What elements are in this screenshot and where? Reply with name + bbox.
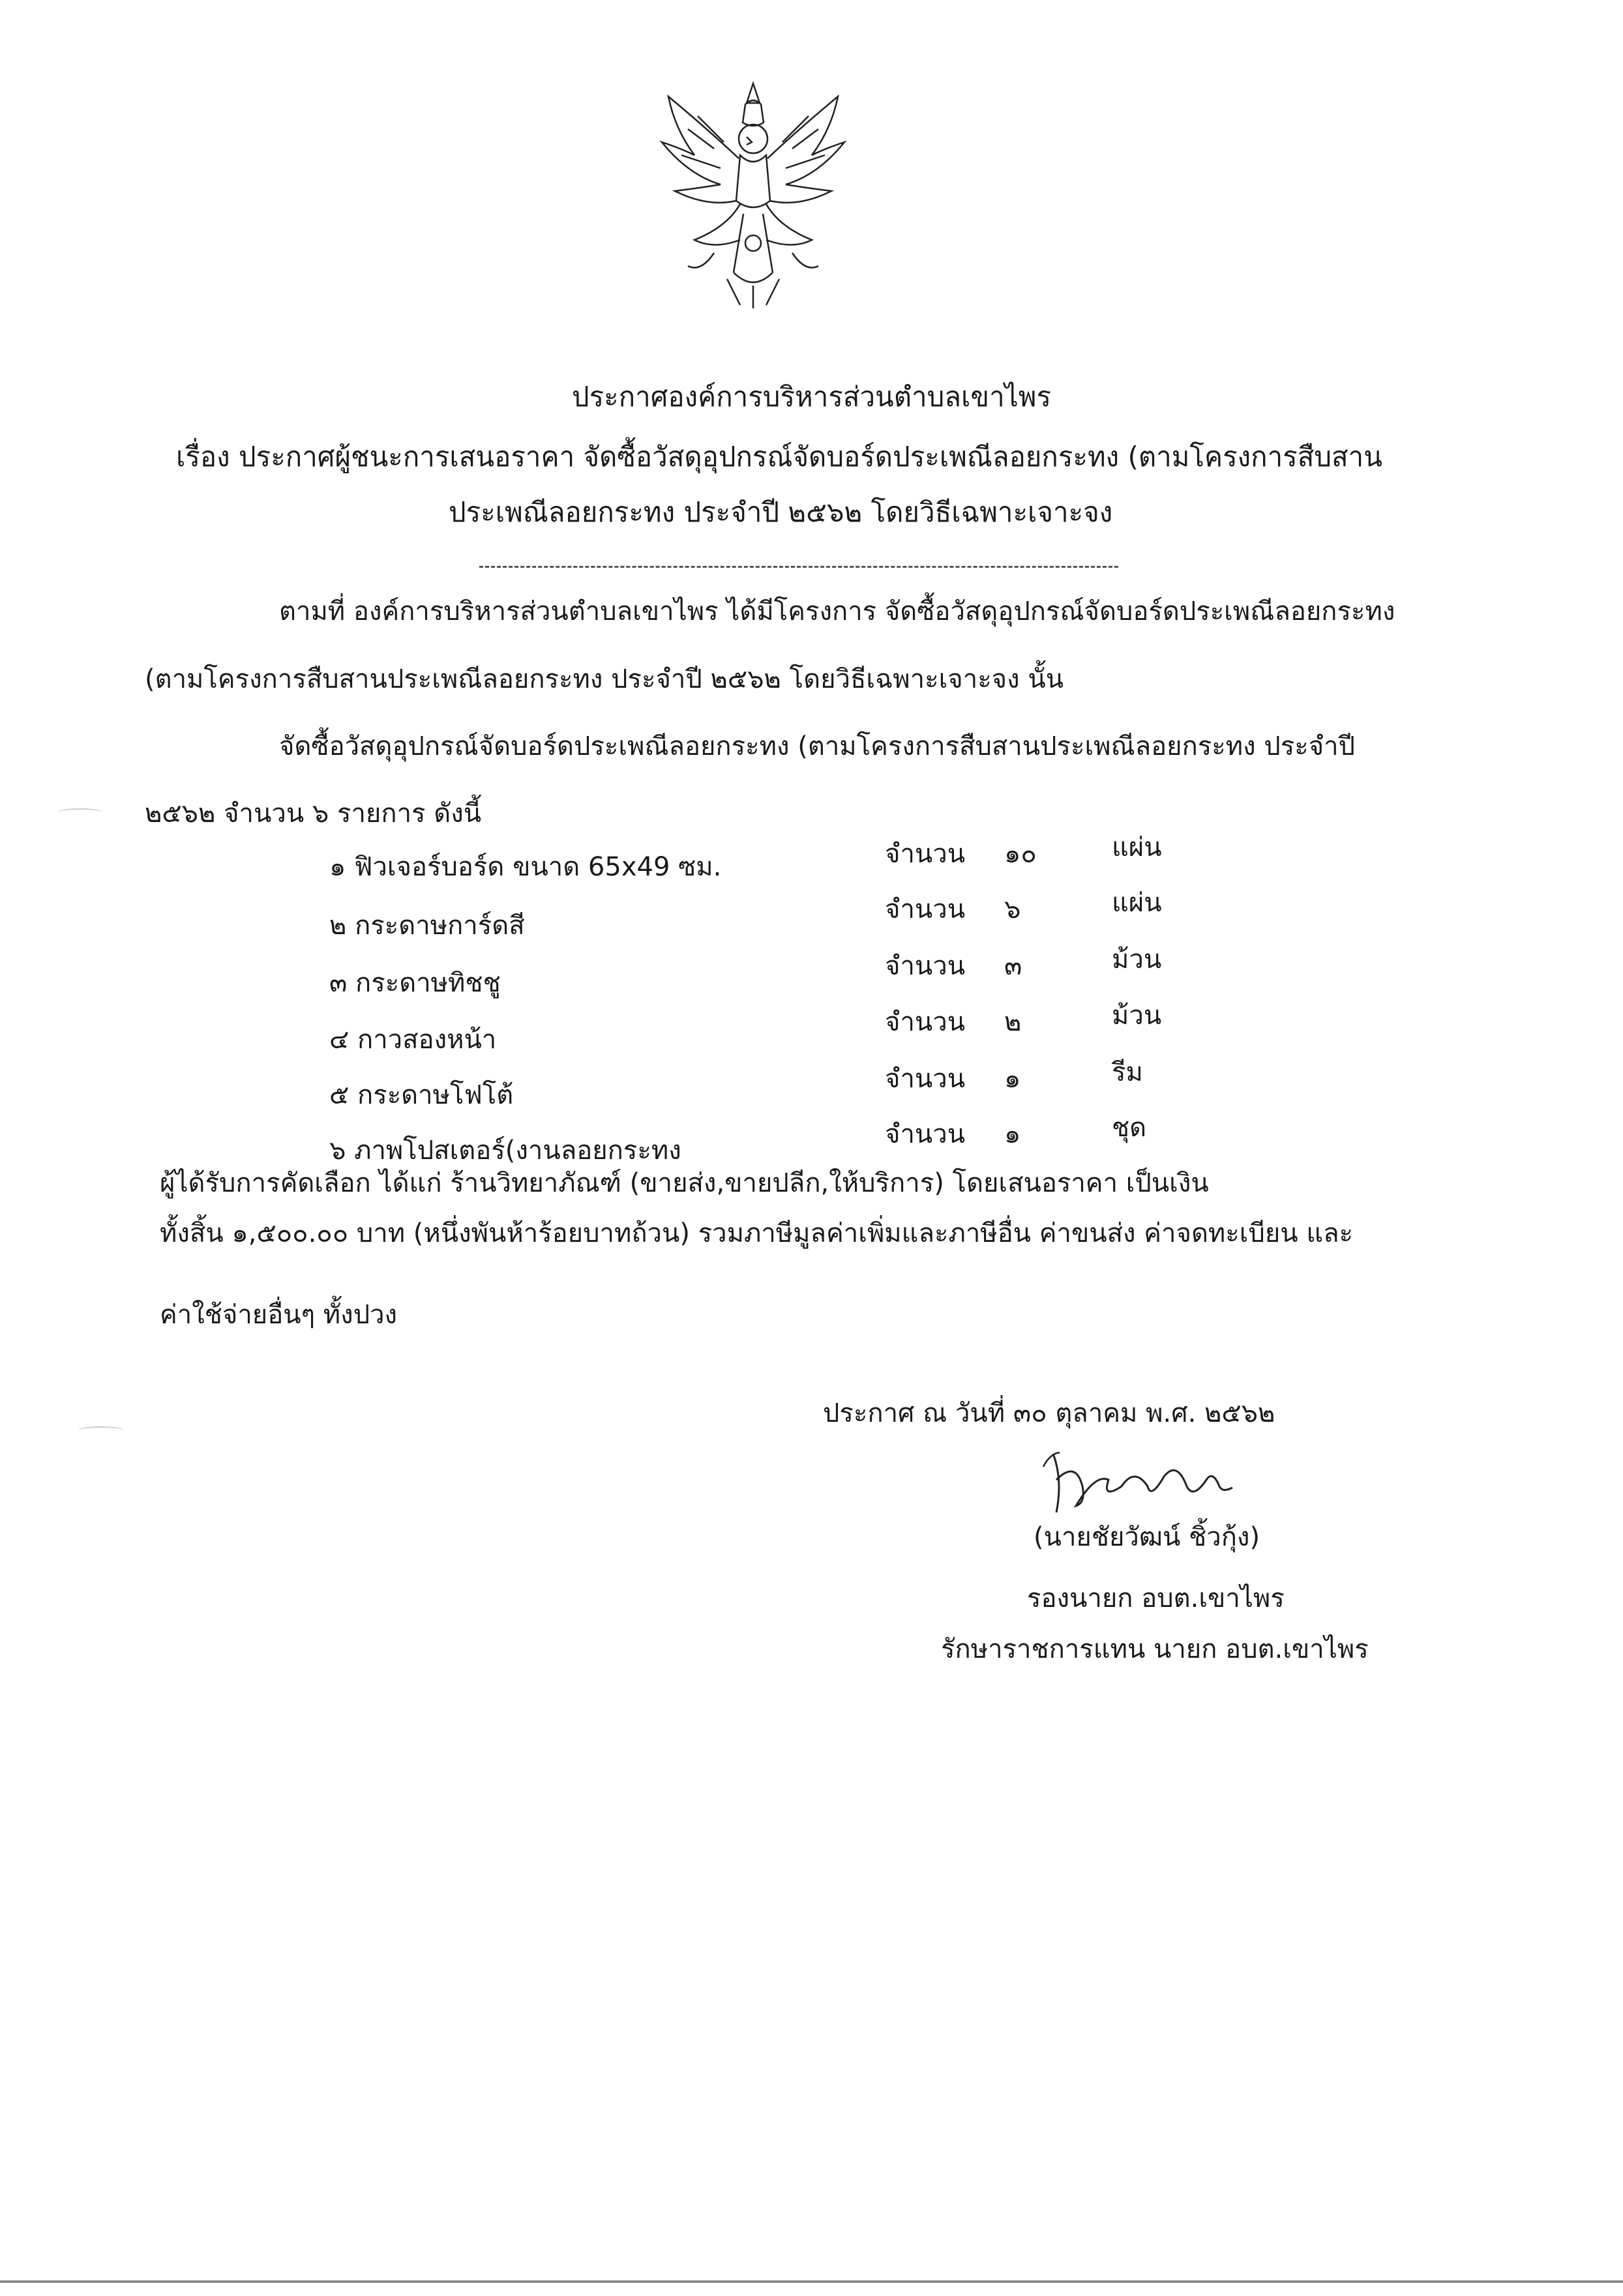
item-qty: ๑๐ bbox=[1004, 839, 1037, 869]
item-qty-label: จำนวน bbox=[885, 1007, 966, 1037]
item-qty: ๓ bbox=[1004, 951, 1022, 981]
para1-line-2: (ตามโครงการสืบสานประเพณีลอยกระทง ประจำปี ๒๕๖๒ โดยวิธีเฉพาะเจาะจง นั้น bbox=[145, 664, 1064, 694]
item-qty: ๑ bbox=[1004, 1119, 1021, 1149]
para2-line-1: จัดซื้อวัสดุอุปกรณ์จัดบอร์ดประเพณีลอยกระทง (ตามโครงการสืบสานประเพณีลอยกระทง ประจำปี bbox=[279, 731, 1356, 761]
para1-line-1: ตามที่ องค์การบริหารส่วนตำบลเขาไพร ได้มีโครงการ จัดซื้อวัสดุอุปกรณ์จัดบอร์ดประเพณีลอยกระทง bbox=[279, 596, 1395, 626]
award-line-1: ผู้ได้รับการคัดเลือก ได้แก่ ร้านวิทยาภัณฑ์ (ขายส่ง,ขายปลีก,ให้บริการ) โดยเสนอราคา เป็นเงิน bbox=[160, 1168, 1209, 1198]
punch-hole-mark bbox=[57, 808, 103, 816]
award-line-3: ค่าใช้จ่ายอื่นๆ ทั้งปวง bbox=[160, 1300, 398, 1330]
item-qty-label: จำนวน bbox=[885, 1064, 966, 1094]
item-qty-label: จำนวน bbox=[885, 1119, 966, 1149]
item-unit: ชุด bbox=[1112, 1113, 1147, 1143]
item-unit: รีม bbox=[1112, 1057, 1143, 1087]
scan-edge-line bbox=[0, 2280, 1623, 2283]
subject-line-1: เรื่อง ประกาศผู้ชนะการเสนอราคา จัดซื้อวัสดุอุปกรณ์จัดบอร์ดประเพณีลอยกระทง (ตามโครงการสืบสาน bbox=[176, 441, 1382, 473]
punch-hole-mark bbox=[78, 1426, 124, 1434]
item-qty-label: จำนวน bbox=[885, 894, 966, 924]
signature-image bbox=[1037, 1441, 1245, 1519]
garuda-emblem-icon bbox=[649, 77, 857, 312]
item-name: ๒ กระดาษการ์ดสี bbox=[329, 911, 525, 941]
item-name: ๑ ฟิวเจอร์บอร์ด ขนาด 65x49 ซม. bbox=[329, 852, 722, 882]
item-qty: ๖ bbox=[1004, 894, 1021, 924]
item-qty: ๒ bbox=[1004, 1007, 1022, 1037]
signer-position-2: รักษาราชการแทน นายก อบต.เขาไพร bbox=[941, 1634, 1369, 1664]
item-qty: ๑ bbox=[1004, 1064, 1021, 1094]
para2-line-2: ๒๕๖๒ จำนวน ๖ รายการ ดังนี้ bbox=[145, 799, 482, 829]
subject-line-2: ประเพณีลอยกระทง ประจำปี ๒๕๖๒ โดยวิธีเฉพาะเจาะจง bbox=[449, 496, 1113, 528]
item-qty-label: จำนวน bbox=[885, 951, 966, 981]
item-name: ๕ กระดาษโฟโต้ bbox=[329, 1080, 514, 1110]
item-unit: ม้วน bbox=[1112, 1001, 1162, 1031]
item-unit: ม้วน bbox=[1112, 945, 1162, 975]
item-name: ๓ กระดาษทิชชู bbox=[329, 968, 501, 998]
separator-line bbox=[479, 566, 1118, 568]
item-name: ๔ กาวสองหน้า bbox=[329, 1025, 497, 1055]
item-unit: แผ่น bbox=[1112, 888, 1162, 918]
signer-position-1: รองนายก อบต.เขาไพร bbox=[1027, 1583, 1285, 1613]
award-line-2: ทั้งสิ้น ๑,๕๐๐.๐๐ บาท (หนึ่งพันห้าร้อยบาทถ้วน) รวมภาษีมูลค่าเพิ่มและภาษีอื่น ค่าขนส่ง ค่าจดทะเบียน และ bbox=[160, 1218, 1354, 1248]
announcement-date: ประกาศ ณ วันที่ ๓๐ ตุลาคม พ.ศ. ๒๕๖๒ bbox=[823, 1398, 1275, 1428]
item-unit: แผ่น bbox=[1112, 832, 1162, 862]
item-qty-label: จำนวน bbox=[885, 839, 966, 869]
signer-name: (นายชัยวัฒน์ ชิ้วกุ้ง) bbox=[1034, 1522, 1260, 1552]
org-title: ประกาศองค์การบริหารส่วนตำบลเขาไพร bbox=[571, 381, 1052, 413]
item-name: ๖ ภาพโปสเตอร์(งานลอยกระทง bbox=[329, 1136, 681, 1166]
